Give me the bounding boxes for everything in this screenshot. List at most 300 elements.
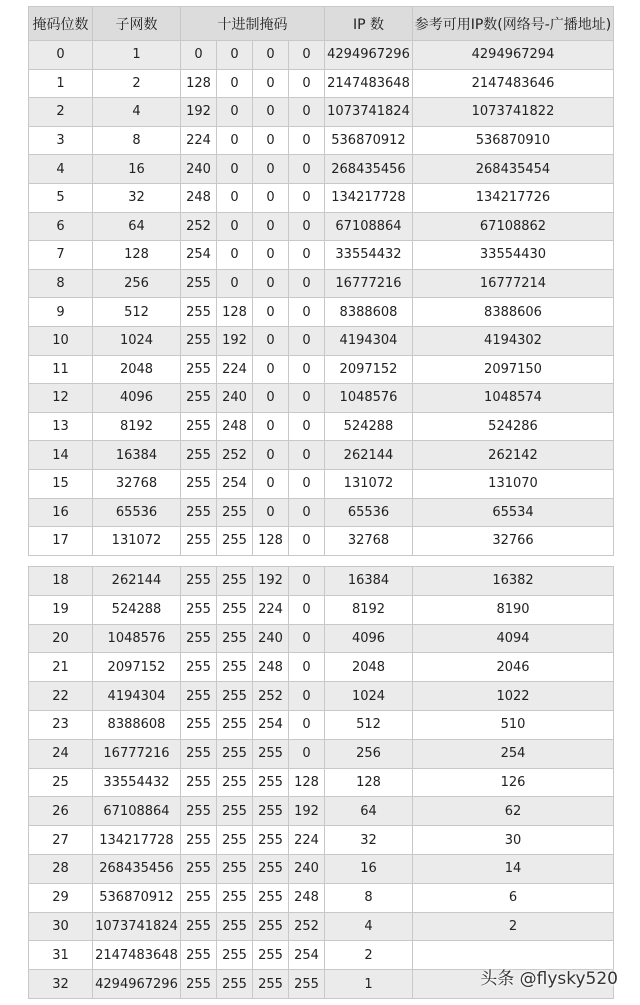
subnet-count-cell: 65536 [93, 498, 181, 527]
octet4-cell: 0 [289, 269, 325, 298]
octet3-cell: 0 [253, 41, 289, 70]
usable-ip-cell: 262142 [413, 441, 614, 470]
mask-bits-cell: 24 [29, 739, 93, 768]
octet1-cell: 255 [181, 710, 217, 739]
ip-count-cell: 2097152 [325, 355, 413, 384]
octet1-cell: 255 [181, 912, 217, 941]
octet2-cell: 255 [217, 710, 253, 739]
octet3-cell: 255 [253, 970, 289, 999]
subnet-table-part1 [28, 6, 613, 556]
mask-bits-cell: 2 [29, 98, 93, 127]
subnet-count-cell: 1024 [93, 326, 181, 355]
octet1-cell: 255 [181, 469, 217, 498]
usable-ip-cell: 14 [413, 854, 614, 883]
octet4-cell: 0 [289, 653, 325, 682]
usable-ip-cell: 4094 [413, 624, 614, 653]
mask-bits-cell: 6 [29, 212, 93, 241]
octet2-cell: 255 [217, 797, 253, 826]
mask-bits-cell: 29 [29, 883, 93, 912]
mask-bits-cell: 28 [29, 854, 93, 883]
octet4-cell: 0 [289, 384, 325, 413]
octet1-cell: 255 [181, 567, 217, 596]
ip-count-cell: 67108864 [325, 212, 413, 241]
table-gap [0, 556, 640, 566]
octet2-cell: 255 [217, 653, 253, 682]
mask-bits-cell: 21 [29, 653, 93, 682]
subnet-count-cell: 67108864 [93, 797, 181, 826]
octet3-cell: 0 [253, 469, 289, 498]
usable-ip-cell: 32766 [413, 527, 614, 556]
octet3-cell: 0 [253, 298, 289, 327]
usable-ip-cell: 16382 [413, 567, 614, 596]
table-row [29, 155, 614, 184]
octet1-cell: 255 [181, 653, 217, 682]
subnet-count-cell: 536870912 [93, 883, 181, 912]
octet4-cell: 0 [289, 155, 325, 184]
usable-ip-cell: 524286 [413, 412, 614, 441]
octet3-cell: 0 [253, 241, 289, 270]
table-row [29, 883, 614, 912]
octet4-cell: 0 [289, 441, 325, 470]
usable-ip-cell: 62 [413, 797, 614, 826]
usable-ip-cell: 65534 [413, 498, 614, 527]
subnet-count-cell: 16 [93, 155, 181, 184]
ip-count-cell: 16777216 [325, 269, 413, 298]
subnet-count-cell: 64 [93, 212, 181, 241]
subnet-count-cell: 16384 [93, 441, 181, 470]
usable-ip-cell: 2147483646 [413, 69, 614, 98]
octet3-cell: 0 [253, 326, 289, 355]
octet1-cell: 255 [181, 412, 217, 441]
mask-bits-cell: 14 [29, 441, 93, 470]
octet3-cell: 0 [253, 441, 289, 470]
octet1-cell: 255 [181, 298, 217, 327]
table-row [29, 412, 614, 441]
usable-ip-cell: 254 [413, 739, 614, 768]
octet1-cell: 255 [181, 384, 217, 413]
octet1-cell: 128 [181, 69, 217, 98]
subnet-count-cell: 33554432 [93, 768, 181, 797]
table-row [29, 126, 614, 155]
subnet-count-cell: 134217728 [93, 826, 181, 855]
octet2-cell: 255 [217, 682, 253, 711]
table-row [29, 69, 614, 98]
table-row [29, 682, 614, 711]
octet2-cell: 0 [217, 41, 253, 70]
octet3-cell: 254 [253, 710, 289, 739]
ip-count-cell: 134217728 [325, 183, 413, 212]
usable-ip-cell: 268435454 [413, 155, 614, 184]
octet3-cell: 255 [253, 739, 289, 768]
table-row [29, 912, 614, 941]
usable-ip-cell: 1048574 [413, 384, 614, 413]
octet2-cell: 255 [217, 826, 253, 855]
octet3-cell: 0 [253, 183, 289, 212]
ip-count-cell: 131072 [325, 469, 413, 498]
ip-count-cell: 512 [325, 710, 413, 739]
mask-bits-cell: 19 [29, 595, 93, 624]
ip-count-cell: 268435456 [325, 155, 413, 184]
octet2-cell: 255 [217, 970, 253, 999]
octet2-cell: 0 [217, 126, 253, 155]
usable-ip-cell: 1022 [413, 682, 614, 711]
octet1-cell: 252 [181, 212, 217, 241]
usable-ip-cell: 6 [413, 883, 614, 912]
ip-count-cell: 2048 [325, 653, 413, 682]
subnet-count-cell: 2048 [93, 355, 181, 384]
subnet-count-cell: 2097152 [93, 653, 181, 682]
octet2-cell: 255 [217, 498, 253, 527]
octet3-cell: 128 [253, 527, 289, 556]
octet2-cell: 0 [217, 183, 253, 212]
table-row [29, 527, 614, 556]
table-row [29, 441, 614, 470]
mask-bits-cell: 18 [29, 567, 93, 596]
octet3-cell: 0 [253, 98, 289, 127]
octet2-cell: 0 [217, 98, 253, 127]
octet4-cell: 0 [289, 41, 325, 70]
octet2-cell: 224 [217, 355, 253, 384]
usable-ip-cell: 67108862 [413, 212, 614, 241]
octet4-cell: 248 [289, 883, 325, 912]
octet4-cell: 0 [289, 183, 325, 212]
octet1-cell: 255 [181, 941, 217, 970]
table-row [29, 710, 614, 739]
octet2-cell: 255 [217, 883, 253, 912]
octet1-cell: 255 [181, 527, 217, 556]
octet2-cell: 254 [217, 469, 253, 498]
usable-ip-cell: 16777214 [413, 269, 614, 298]
mask-bits-cell: 30 [29, 912, 93, 941]
usable-ip-cell: 30 [413, 826, 614, 855]
octet1-cell: 255 [181, 768, 217, 797]
mask-bits-cell: 11 [29, 355, 93, 384]
usable-ip-cell: 2046 [413, 653, 614, 682]
ip-count-cell: 128 [325, 768, 413, 797]
octet2-cell: 0 [217, 212, 253, 241]
usable-ip-cell: 536870910 [413, 126, 614, 155]
mask-bits-cell: 15 [29, 469, 93, 498]
subnet-count-cell: 1073741824 [93, 912, 181, 941]
octet3-cell: 0 [253, 355, 289, 384]
ip-count-cell: 524288 [325, 412, 413, 441]
subnet-count-cell: 8 [93, 126, 181, 155]
ip-count-cell: 16384 [325, 567, 413, 596]
ip-count-cell: 1073741824 [325, 98, 413, 127]
ip-count-cell: 536870912 [325, 126, 413, 155]
octet4-cell: 128 [289, 768, 325, 797]
ip-count-cell: 4096 [325, 624, 413, 653]
octet3-cell: 255 [253, 912, 289, 941]
subnet-count-cell: 4294967296 [93, 970, 181, 999]
octet2-cell: 255 [217, 739, 253, 768]
table-row [29, 41, 614, 70]
octet4-cell: 0 [289, 682, 325, 711]
mask-bits-cell: 20 [29, 624, 93, 653]
octet2-cell: 0 [217, 241, 253, 270]
octet3-cell: 192 [253, 567, 289, 596]
usable-ip-cell: 4194302 [413, 326, 614, 355]
watermark [480, 964, 618, 989]
octet2-cell: 255 [217, 912, 253, 941]
octet4-cell: 224 [289, 826, 325, 855]
usable-ip-cell: 33554430 [413, 241, 614, 270]
subnet-count-cell: 32768 [93, 469, 181, 498]
mask-bits-cell: 25 [29, 768, 93, 797]
ip-count-cell: 1 [325, 970, 413, 999]
watermark-text: 头条 @flysky520 [480, 969, 618, 989]
octet3-cell: 0 [253, 126, 289, 155]
subnet-count-cell: 2 [93, 69, 181, 98]
ip-count-cell: 33554432 [325, 241, 413, 270]
octet3-cell: 0 [253, 155, 289, 184]
mask-bits-cell: 8 [29, 269, 93, 298]
header-usable-ip-count: 参考可用IP数(网络号-广播地址) [413, 7, 614, 41]
mask-bits-cell: 16 [29, 498, 93, 527]
ip-count-cell: 4194304 [325, 326, 413, 355]
octet1-cell: 255 [181, 498, 217, 527]
table-row [29, 797, 614, 826]
octet1-cell: 255 [181, 624, 217, 653]
header-decimal-mask: 十进制掩码 [181, 7, 325, 41]
octet4-cell: 0 [289, 98, 325, 127]
octet3-cell: 252 [253, 682, 289, 711]
subnet-count-cell: 4096 [93, 384, 181, 413]
ip-count-cell: 4 [325, 912, 413, 941]
usable-ip-cell: 4294967294 [413, 41, 614, 70]
octet4-cell: 255 [289, 970, 325, 999]
usable-ip-cell: 134217726 [413, 183, 614, 212]
usable-ip-cell: 126 [413, 768, 614, 797]
subnet-count-cell: 8388608 [93, 710, 181, 739]
octet2-cell: 255 [217, 854, 253, 883]
octet3-cell: 0 [253, 384, 289, 413]
octet4-cell: 192 [289, 797, 325, 826]
usable-ip-cell: 2097150 [413, 355, 614, 384]
table-row [29, 469, 614, 498]
subnet-count-cell: 262144 [93, 567, 181, 596]
mask-bits-cell: 26 [29, 797, 93, 826]
octet3-cell: 240 [253, 624, 289, 653]
octet4-cell: 0 [289, 567, 325, 596]
usable-ip-cell: 1073741822 [413, 98, 614, 127]
ip-count-cell: 1048576 [325, 384, 413, 413]
table-row [29, 298, 614, 327]
header-ip-count: IP 数 [325, 7, 413, 41]
subnet-count-cell: 4194304 [93, 682, 181, 711]
octet3-cell: 0 [253, 412, 289, 441]
table-row [29, 624, 614, 653]
mask-bits-cell: 10 [29, 326, 93, 355]
table-row [29, 653, 614, 682]
usable-ip-cell: 2 [413, 912, 614, 941]
ip-count-cell: 2 [325, 941, 413, 970]
subnet-count-cell: 4 [93, 98, 181, 127]
mask-bits-cell: 4 [29, 155, 93, 184]
octet3-cell: 0 [253, 269, 289, 298]
octet3-cell: 224 [253, 595, 289, 624]
octet3-cell: 255 [253, 768, 289, 797]
octet4-cell: 0 [289, 412, 325, 441]
octet4-cell: 0 [289, 298, 325, 327]
ip-count-cell: 8388608 [325, 298, 413, 327]
octet3-cell: 0 [253, 498, 289, 527]
octet2-cell: 255 [217, 527, 253, 556]
subnet-table-part2 [28, 566, 613, 999]
octet3-cell: 255 [253, 826, 289, 855]
octet1-cell: 255 [181, 739, 217, 768]
octet4-cell: 240 [289, 854, 325, 883]
subnet-count-cell: 32 [93, 183, 181, 212]
octet2-cell: 255 [217, 624, 253, 653]
subnet-count-cell: 524288 [93, 595, 181, 624]
octet4-cell: 0 [289, 595, 325, 624]
subnet-count-cell: 256 [93, 269, 181, 298]
octet3-cell: 0 [253, 69, 289, 98]
octet3-cell: 255 [253, 883, 289, 912]
octet2-cell: 0 [217, 155, 253, 184]
subnet-count-cell: 8192 [93, 412, 181, 441]
ip-count-cell: 2147483648 [325, 69, 413, 98]
octet4-cell: 0 [289, 498, 325, 527]
ip-count-cell: 1024 [325, 682, 413, 711]
octet3-cell: 255 [253, 797, 289, 826]
header-mask-bits: 掩码位数 [29, 7, 93, 41]
table-row [29, 826, 614, 855]
octet2-cell: 255 [217, 768, 253, 797]
table-row [29, 212, 614, 241]
octet3-cell: 248 [253, 653, 289, 682]
octet2-cell: 248 [217, 412, 253, 441]
mask-bits-cell: 9 [29, 298, 93, 327]
octet1-cell: 255 [181, 826, 217, 855]
ip-count-cell: 65536 [325, 498, 413, 527]
mask-bits-cell: 31 [29, 941, 93, 970]
octet1-cell: 255 [181, 326, 217, 355]
mask-bits-cell: 3 [29, 126, 93, 155]
usable-ip-cell: 510 [413, 710, 614, 739]
octet4-cell: 0 [289, 69, 325, 98]
table-row [29, 355, 614, 384]
octet2-cell: 192 [217, 326, 253, 355]
subnet-count-cell: 1048576 [93, 624, 181, 653]
octet2-cell: 255 [217, 567, 253, 596]
ip-count-cell: 16 [325, 854, 413, 883]
octet1-cell: 255 [181, 595, 217, 624]
subnet-count-cell: 512 [93, 298, 181, 327]
ip-count-cell: 64 [325, 797, 413, 826]
octet4-cell: 0 [289, 527, 325, 556]
table-row [29, 567, 614, 596]
table-row [29, 384, 614, 413]
ip-count-cell: 256 [325, 739, 413, 768]
usable-ip-cell: 8388606 [413, 298, 614, 327]
octet1-cell: 0 [181, 41, 217, 70]
octet1-cell: 255 [181, 269, 217, 298]
subnet-count-cell: 16777216 [93, 739, 181, 768]
mask-bits-cell: 27 [29, 826, 93, 855]
octet1-cell: 254 [181, 241, 217, 270]
table-row [29, 183, 614, 212]
octet1-cell: 224 [181, 126, 217, 155]
mask-bits-cell: 13 [29, 412, 93, 441]
octet1-cell: 192 [181, 98, 217, 127]
mask-bits-cell: 5 [29, 183, 93, 212]
table-row [29, 498, 614, 527]
mask-bits-cell: 32 [29, 970, 93, 999]
octet2-cell: 255 [217, 595, 253, 624]
table-row [29, 768, 614, 797]
subnet-count-cell: 128 [93, 241, 181, 270]
octet2-cell: 128 [217, 298, 253, 327]
table-header-row [29, 7, 614, 41]
mask-bits-cell: 7 [29, 241, 93, 270]
ip-count-cell: 8192 [325, 595, 413, 624]
octet4-cell: 0 [289, 241, 325, 270]
octet4-cell: 0 [289, 326, 325, 355]
octet4-cell: 0 [289, 212, 325, 241]
table-row [29, 241, 614, 270]
octet4-cell: 0 [289, 355, 325, 384]
header-subnet-count: 子网数 [93, 7, 181, 41]
table-row [29, 269, 614, 298]
octet1-cell: 255 [181, 970, 217, 999]
subnet-count-cell: 268435456 [93, 854, 181, 883]
octet1-cell: 255 [181, 441, 217, 470]
usable-ip-cell: 8190 [413, 595, 614, 624]
ip-count-cell: 4294967296 [325, 41, 413, 70]
octet2-cell: 240 [217, 384, 253, 413]
octet1-cell: 255 [181, 355, 217, 384]
octet1-cell: 255 [181, 682, 217, 711]
octet2-cell: 252 [217, 441, 253, 470]
octet1-cell: 255 [181, 797, 217, 826]
octet4-cell: 0 [289, 126, 325, 155]
octet4-cell: 0 [289, 469, 325, 498]
mask-bits-cell: 22 [29, 682, 93, 711]
octet4-cell: 0 [289, 624, 325, 653]
octet4-cell: 254 [289, 941, 325, 970]
mask-bits-cell: 12 [29, 384, 93, 413]
subnet-count-cell: 1 [93, 41, 181, 70]
octet1-cell: 248 [181, 183, 217, 212]
table-row [29, 739, 614, 768]
ip-count-cell: 32 [325, 826, 413, 855]
mask-bits-cell: 23 [29, 710, 93, 739]
subnet-count-cell: 2147483648 [93, 941, 181, 970]
table-row [29, 326, 614, 355]
mask-bits-cell: 17 [29, 527, 93, 556]
octet2-cell: 0 [217, 69, 253, 98]
octet2-cell: 0 [217, 269, 253, 298]
octet3-cell: 255 [253, 854, 289, 883]
mask-bits-cell: 0 [29, 41, 93, 70]
table-row [29, 98, 614, 127]
usable-ip-cell: 131070 [413, 469, 614, 498]
octet1-cell: 240 [181, 155, 217, 184]
subnet-count-cell: 131072 [93, 527, 181, 556]
octet3-cell: 0 [253, 212, 289, 241]
octet4-cell: 0 [289, 710, 325, 739]
table-row [29, 854, 614, 883]
octet4-cell: 252 [289, 912, 325, 941]
octet1-cell: 255 [181, 883, 217, 912]
octet2-cell: 255 [217, 941, 253, 970]
ip-count-cell: 8 [325, 883, 413, 912]
ip-count-cell: 262144 [325, 441, 413, 470]
octet3-cell: 255 [253, 941, 289, 970]
octet1-cell: 255 [181, 854, 217, 883]
